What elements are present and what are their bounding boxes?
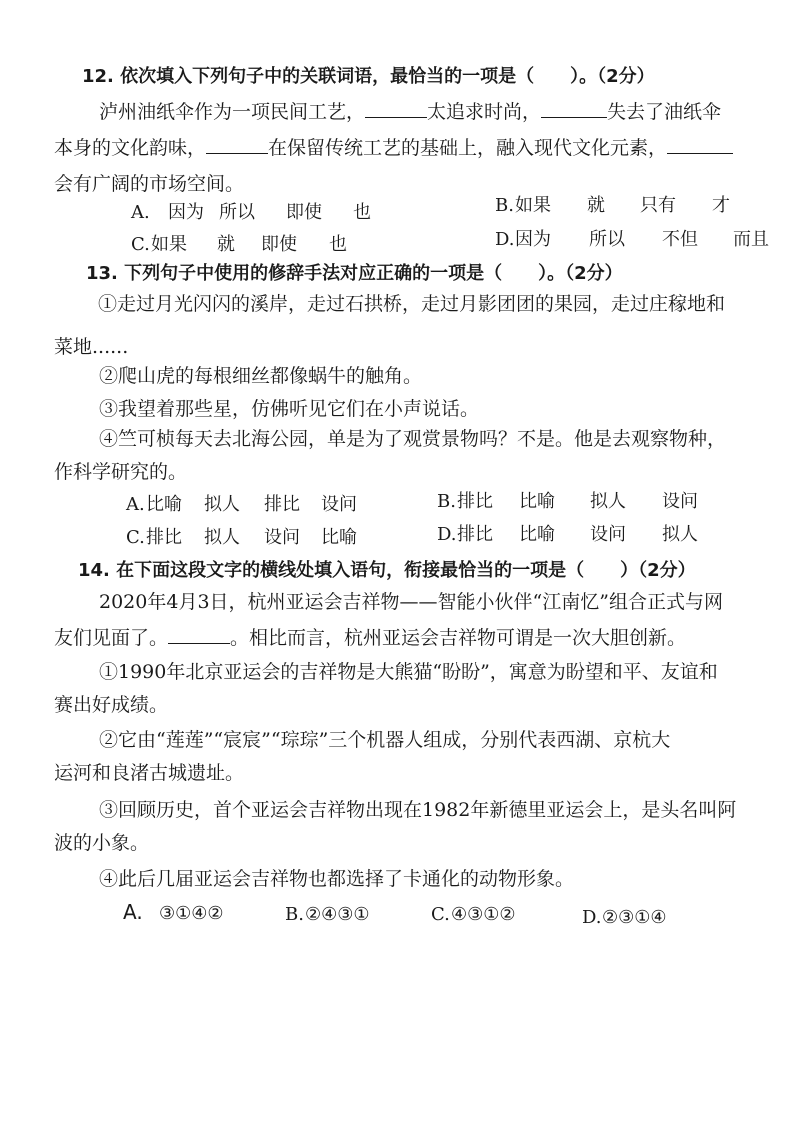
option-word: 因为: [515, 229, 551, 250]
q14-text: 。相比而言，杭州亚运会吉祥物可谓是一次大胆创新。: [230, 627, 687, 649]
option-letter: C.: [126, 527, 145, 548]
q14-option-a[interactable]: [123, 900, 224, 926]
option-value: ②④③①: [305, 904, 370, 925]
option-word: 而且: [733, 229, 769, 250]
q13-option-a[interactable]: [126, 493, 357, 517]
option-letter: A.: [131, 202, 150, 223]
q12-option-a[interactable]: [131, 201, 371, 225]
q14-item-2: ②它由“莲莲”“宸宸”“琮琮”三个机器人组成，分别代表西湖、京杭大: [99, 729, 671, 751]
option-word: 比喻: [146, 494, 182, 515]
q12-blank-4: [667, 135, 733, 154]
q13-sentence-1: ①走过月光闪闪的溪岸，走过石拱桥，走过月影团团的果园，走过庄稼地和: [98, 293, 726, 315]
q14-item-3: ③回顾历史，首个亚运会吉祥物出现在1982年新德里亚运会上，是头名叫阿: [99, 799, 737, 821]
option-word: 比喻: [519, 491, 555, 512]
option-letter: C.: [131, 234, 150, 255]
option-word: 排比: [146, 527, 182, 548]
option-word: 就: [587, 195, 605, 216]
q12-text: 失去了油纸伞: [607, 101, 722, 123]
option-letter: D.: [495, 229, 515, 250]
option-word: 设问: [662, 491, 698, 512]
option-letter: B.: [495, 195, 514, 216]
q14-item-1-cont: 赛出好成绩。: [54, 694, 169, 716]
q14-text: 友们见面了。: [54, 627, 169, 649]
option-word: 排比: [457, 524, 493, 545]
option-word: 比喻: [519, 524, 555, 545]
option-word: 如果: [515, 195, 551, 216]
option-word: 即使: [261, 234, 297, 255]
q14-passage-line-1: 2020年4月3日，杭州亚运会吉祥物——智能小伙伴“江南忆”组合正式与网: [99, 591, 723, 613]
q12-blank-3: [206, 135, 268, 154]
option-word: 比喻: [321, 527, 357, 548]
q13-option-c[interactable]: [126, 526, 357, 550]
q14-item-3-cont: 波的小象。: [54, 832, 150, 854]
q14-item-4: ④此后几届亚运会吉祥物也都选择了卡通化的动物形象。: [99, 868, 575, 890]
option-letter: B.: [285, 904, 304, 925]
q14-option-b[interactable]: [285, 903, 370, 927]
q14-item-2-cont: 运河和良渚古城遗址。: [54, 762, 245, 784]
q12-text: 本身的文化韵味，: [54, 137, 207, 159]
q14-passage-line-2: [54, 625, 686, 651]
option-word: 才: [712, 195, 730, 216]
q13-option-b[interactable]: [437, 490, 698, 514]
option-word: 即使: [286, 202, 322, 223]
option-letter: B.: [437, 491, 456, 512]
q14-item-1: ①1990年北京亚运会的吉祥物是大熊猫“盼盼”，寓意为盼望和平、友谊和: [99, 661, 718, 683]
option-word: 拟人: [204, 494, 240, 515]
option-word: 不但: [662, 229, 698, 250]
q12-blank-1: [365, 99, 427, 118]
option-word: 设问: [321, 494, 357, 515]
q12-blank-2: [541, 99, 607, 118]
option-word: 拟人: [590, 491, 626, 512]
option-word: 所以: [219, 202, 255, 223]
option-value: ②③①④: [602, 907, 667, 928]
q14-option-d[interactable]: [582, 906, 667, 930]
option-letter: D.: [437, 524, 457, 545]
option-value: ④③①②: [451, 904, 516, 925]
option-letter: A.: [126, 494, 145, 515]
option-word: 排比: [264, 494, 300, 515]
q13-sentence-1-cont: 菜地......: [54, 336, 129, 358]
q13-sentence-4-cont: 作科学研究的。: [54, 461, 188, 483]
option-value: ③①④②: [159, 903, 224, 924]
option-word: 也: [329, 234, 347, 255]
option-word: 排比: [457, 491, 493, 512]
q14-option-c[interactable]: [431, 903, 516, 927]
option-word: 设问: [590, 524, 626, 545]
option-letter: A.: [123, 900, 143, 924]
option-word: 因为: [168, 202, 204, 223]
option-word: 如果: [151, 234, 187, 255]
q12-line2: [54, 135, 733, 161]
option-word: 所以: [589, 229, 625, 250]
q12-line1: [99, 99, 721, 125]
q12-stem: 12. 依次填入下列句子中的关联词语，最恰当的一项是（ ）。（2分）: [82, 66, 655, 87]
option-word: 拟人: [204, 527, 240, 548]
q12-text: 太追求时尚，: [427, 101, 542, 123]
option-word: 就: [217, 234, 235, 255]
q14-stem: 14. 在下面这段文字的横线处填入语句，衔接最恰当的一项是（ ）（2分）: [78, 560, 696, 581]
q12-option-b[interactable]: [495, 194, 730, 218]
q12-text: 泸州油纸伞作为一项民间工艺，: [99, 101, 366, 123]
q12-text: 在保留传统工艺的基础上，融入现代文化元素，: [268, 137, 668, 159]
q12-option-d[interactable]: [495, 228, 769, 252]
q13-option-d[interactable]: [437, 523, 698, 547]
option-word: 设问: [264, 527, 300, 548]
q13-sentence-2: ②爬山虎的每根细丝都像蜗牛的触角。: [99, 365, 423, 387]
q12-option-c[interactable]: [131, 233, 347, 257]
option-word: 也: [353, 202, 371, 223]
option-letter: D.: [582, 907, 602, 928]
option-letter: C.: [431, 904, 450, 925]
option-word: 只有: [640, 195, 676, 216]
option-word: 拟人: [662, 524, 698, 545]
q13-sentence-4: ④竺可桢每天去北海公园，单是为了观赏景物吗？不是。他是去观察物种，: [99, 428, 727, 450]
q13-sentence-3: ③我望着那些星，仿佛听见它们在小声说话。: [99, 398, 480, 420]
q13-stem: 13. 下列句子中使用的修辞手法对应正确的一项是（ ）。（2分）: [86, 263, 623, 284]
q14-blank: [168, 625, 230, 644]
q12-line3: 会有广阔的市场空间。: [54, 173, 245, 195]
